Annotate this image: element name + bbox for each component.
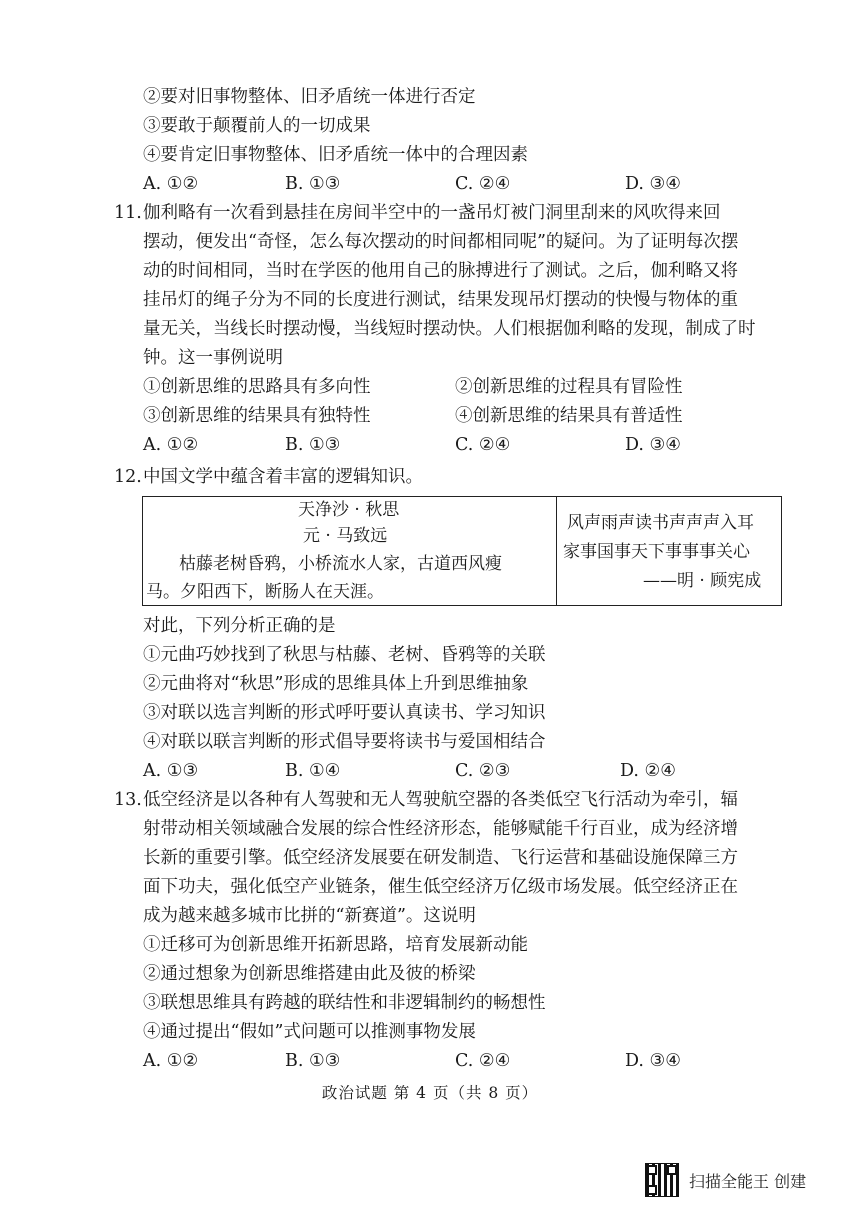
q11-stem-line-5: 量无关，当线长时摆动慢，当线短时摆动快。人们根据伽利略的发现，制成了时 (143, 319, 756, 339)
q11-option-d: D. ③④ (625, 435, 681, 455)
table-divider (556, 497, 557, 605)
q13-stem-line-5: 成为越来越多城市比拼的“新赛道”。这说明 (143, 906, 476, 926)
q10-statement-4: ④要肯定旧事物整体、旧矛盾统一体中的合理因素 (143, 145, 528, 165)
q11-option-c: C. ②④ (455, 435, 511, 455)
q11-stem-line-4: 挂吊灯的绳子分为不同的长度进行测试，结果发现吊灯摆动的快慢与物体的重 (143, 290, 738, 310)
q10-option-b: B. ①③ (285, 174, 341, 194)
q11-stem-line-1: 伽利略有一次看到悬挂在房间半空中的一盏吊灯被门洞里刮来的风吹得来回 (143, 203, 721, 223)
q12-statement-4: ④对联以联言判断的形式倡导要将读书与爱国相结合 (143, 732, 546, 752)
scanner-watermark (645, 1163, 806, 1197)
couplet-author: ——明 · 顾宪成 (643, 571, 762, 591)
q11-option-a: A. ①② (143, 435, 199, 455)
couplet-line-1: 风声雨声读书声声声入耳 (567, 513, 754, 533)
q13-option-d: D. ③④ (625, 1051, 681, 1071)
qr-code-icon (645, 1163, 679, 1197)
watermark-text: 扫描全能王 创建 (689, 1171, 807, 1191)
q10-option-c: C. ②④ (455, 174, 511, 194)
poem-author: 元 · 马致远 (303, 526, 388, 546)
page-footer: 政治试题 第 4 页（共 8 页） (321, 1084, 539, 1102)
q11-stem-line-2: 摆动，便发出“奇怪，怎么每次摆动的时间都相同呢”的疑问。为了证明每次摆 (143, 232, 739, 252)
q12-number: 12. (114, 467, 142, 487)
q12-statement-1: ①元曲巧妙找到了秋思与枯藤、老树、昏鸦等的关联 (143, 645, 546, 665)
q13-number: 13. (114, 790, 142, 810)
q11-stem-line-6: 钟。这一事例说明 (143, 348, 283, 368)
q13-statement-1: ①迁移可为创新思维开拓新思路，培育发展新动能 (143, 935, 528, 955)
q13-statement-3: ③联想思维具有跨越的联结性和非逻辑制约的畅想性 (143, 993, 546, 1013)
couplet-line-2: 家事国事天下事事事关心 (563, 542, 750, 562)
poem-title: 天净沙 · 秋思 (298, 500, 400, 520)
q13-option-c: C. ②④ (455, 1051, 511, 1071)
q13-stem-line-1: 低空经济是以各种有人驾驶和无人驾驶航空器的各类低空飞行活动为牵引，辐 (143, 790, 738, 810)
q10-statement-3: ③要敢于颠覆前人的一切成果 (143, 116, 371, 136)
q11-statement-4: ④创新思维的结果具有普适性 (455, 406, 683, 426)
q12-option-c: C. ②③ (455, 761, 511, 781)
poem-line-1: 枯藤老树昏鸦，小桥流水人家，古道西风瘦 (179, 554, 502, 574)
q13-option-a: A. ①② (143, 1051, 199, 1071)
q13-stem-line-2: 射带动相关领域融合发展的综合性经济形态，能够赋能千行百业，成为经济增 (143, 819, 738, 839)
q12-option-a: A. ①③ (143, 761, 199, 781)
q12-prompt: 对此，下列分析正确的是 (143, 616, 336, 636)
q12-statement-3: ③对联以选言判断的形式呼吁要认真读书、学习知识 (143, 703, 546, 723)
q13-stem-line-3: 长新的重要引擎。低空经济发展要在研发制造、飞行运营和基础设施保障三方 (143, 848, 738, 868)
q13-statement-2: ②通过想象为创新思维搭建由此及彼的桥梁 (143, 964, 476, 984)
q12-option-d: D. ②④ (620, 761, 676, 781)
q10-option-a: A. ①② (143, 174, 199, 194)
q12-statement-2: ②元曲将对“秋思”形成的思维具体上升到思维抽象 (143, 674, 529, 694)
poem-couplet-table (142, 496, 782, 606)
q11-number: 11. (114, 203, 142, 223)
q11-statement-3: ③创新思维的结果具有独特性 (143, 406, 371, 426)
q11-statement-1: ①创新思维的思路具有多向性 (143, 377, 371, 397)
q10-statement-2: ②要对旧事物整体、旧矛盾统一体进行否定 (143, 87, 476, 107)
q11-statement-2: ②创新思维的过程具有冒险性 (455, 377, 683, 397)
q13-stem-line-4: 面下功夫，强化低空产业链条，催生低空经济万亿级市场发展。低空经济正在 (143, 877, 738, 897)
q11-option-b: B. ①③ (285, 435, 341, 455)
poem-line-2: 马。夕阳西下，断肠人在天涯。 (146, 582, 384, 602)
q10-option-d: D. ③④ (625, 174, 681, 194)
q12-stem: 中国文学中蕴含着丰富的逻辑知识。 (143, 467, 423, 487)
q13-statement-4: ④通过提出“假如”式问题可以推测事物发展 (143, 1022, 476, 1042)
q11-stem-line-3: 动的时间相同，当时在学医的他用自己的脉搏进行了测试。之后，伽利略又将 (143, 261, 738, 281)
q12-option-b: B. ①④ (285, 761, 341, 781)
q13-option-b: B. ①③ (285, 1051, 341, 1071)
